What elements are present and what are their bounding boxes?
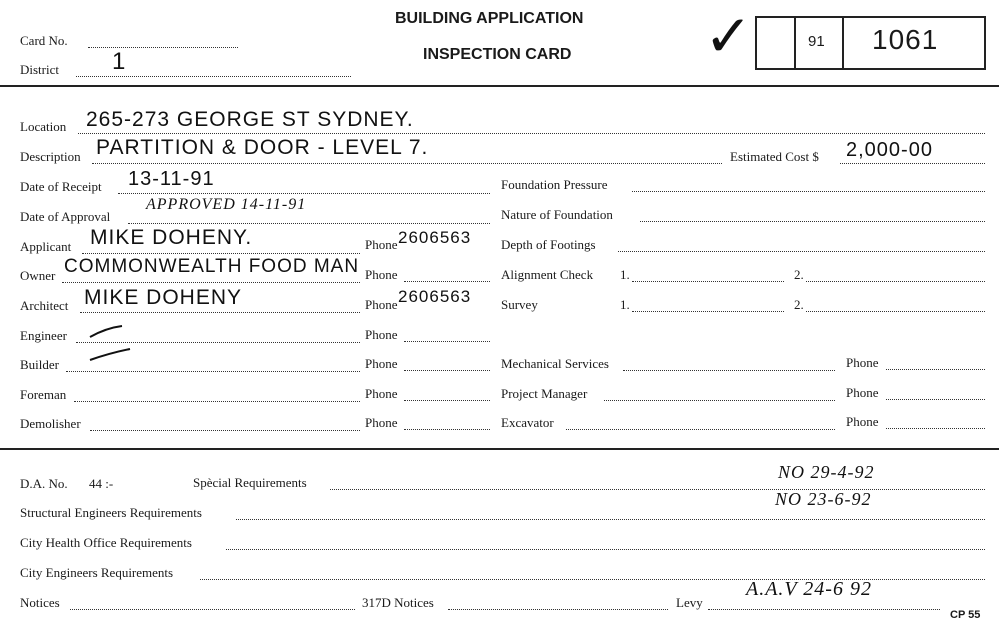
foreman-phone-line (404, 400, 490, 401)
survey-item1-line (632, 311, 784, 312)
estimated-cost-value: 2,000-00 (846, 139, 933, 161)
box-prefix: 91 (808, 33, 825, 50)
owner-phone-label: Phone (365, 267, 398, 282)
description-line (92, 163, 722, 164)
da-no-label: D.A. No. (20, 476, 68, 491)
structural-label: Structural Engineers Requirements (20, 505, 202, 520)
card-number-box (755, 16, 986, 70)
location-label: Location (20, 119, 67, 134)
special-requirements-line (330, 489, 985, 490)
foreman-line (74, 401, 360, 402)
alignment-item2-label: 2. (794, 267, 804, 282)
project-manager-phone-label: Phone (846, 385, 879, 400)
builder-phone-label: Phone (365, 356, 398, 371)
applicant-phone-label: Phone (365, 237, 398, 252)
architect-value: MIKE DOHENY (84, 286, 243, 309)
applicant-phone-value: 2606563 (398, 228, 472, 247)
details-rule (0, 448, 999, 450)
depth-footings-line (618, 251, 985, 252)
card-no-line (88, 47, 238, 48)
demolisher-phone-line (404, 429, 490, 430)
city-health-line (226, 549, 985, 550)
project-manager-label: Project Manager (501, 386, 588, 401)
builder-line (66, 371, 360, 372)
builder-label: Builder (20, 357, 59, 372)
mechanical-line (623, 370, 835, 371)
survey-item2-label: 2. (794, 297, 804, 312)
nature-foundation-label: Nature of Foundation (501, 207, 613, 222)
structural-line (236, 519, 985, 520)
alignment-item2-line (806, 281, 985, 282)
foundation-pressure-line (632, 191, 985, 192)
applicant-label: Applicant (20, 239, 72, 254)
survey-item2-line (806, 311, 985, 312)
owner-line (62, 282, 360, 283)
engineer-phone-label: Phone (365, 327, 398, 342)
district-value: 1 (112, 48, 127, 75)
engineer-label: Engineer (20, 328, 67, 343)
depth-footings-label: Depth of Footings (501, 237, 596, 252)
date-receipt-line (118, 193, 490, 194)
levy-value: A.A.V 24-6 92 (746, 578, 872, 600)
levy-label: Levy (676, 595, 703, 610)
header-rule (0, 85, 999, 87)
title-line1: BUILDING APPLICATION (395, 10, 584, 27)
city-engineers-label: City Engineers Requirements (20, 565, 174, 580)
card-no-label: Card No. (20, 33, 68, 48)
owner-phone-line (404, 281, 490, 282)
survey-label: Survey (501, 297, 538, 312)
mechanical-label: Mechanical Services (501, 356, 609, 371)
estimated-cost-line (840, 163, 985, 164)
estimated-cost-label: Estimated Cost $ (730, 149, 819, 164)
alignment-check-label: Alignment Check (501, 267, 594, 282)
alignment-item1-label: 1. (620, 267, 630, 282)
architect-phone-label: Phone (365, 297, 398, 312)
owner-value: COMMONWEALTH FOOD MAN (64, 256, 360, 277)
district-line (76, 76, 351, 77)
check-mark-icon: ✓ (704, 4, 754, 69)
box-divider-1 (794, 18, 796, 68)
date-approval-label: Date of Approval (20, 209, 111, 224)
317d-notices-line (448, 609, 668, 610)
excavator-phone-label: Phone (846, 414, 879, 429)
foreman-phone-label: Phone (365, 386, 398, 401)
demolisher-phone-label: Phone (365, 415, 398, 430)
foreman-label: Foreman (20, 387, 67, 402)
architect-line (80, 312, 360, 313)
demolisher-line (90, 430, 360, 431)
alignment-item1-line (632, 281, 784, 282)
form-code: CP 55 (950, 609, 981, 621)
special-requirements-label: Spècial Requirements (193, 475, 307, 490)
engineer-phone-line (404, 341, 490, 342)
special-requirements-value: NO 29-4-92 (778, 462, 875, 482)
317d-notices-label: 317D Notices (362, 595, 434, 610)
district-label: District (20, 62, 59, 77)
survey-item1-label: 1. (620, 297, 630, 312)
date-approval-line (128, 223, 490, 224)
levy-line (708, 609, 940, 610)
box-number: 1061 (872, 24, 939, 55)
notices-line (70, 609, 355, 610)
excavator-line (566, 429, 835, 430)
city-health-label: City Health Office Requirements (20, 535, 192, 550)
mechanical-phone-label: Phone (846, 355, 879, 370)
engineer-line (76, 342, 360, 343)
architect-phone-value: 2606563 (398, 287, 472, 306)
box-divider-2 (842, 18, 844, 68)
structural-value: NO 23-6-92 (775, 489, 872, 509)
owner-label: Owner (20, 268, 56, 283)
date-receipt-value: 13-11-91 (128, 168, 215, 190)
da-no-value: 44 :- (89, 476, 114, 491)
excavator-label: Excavator (501, 415, 554, 430)
description-value: PARTITION & DOOR - LEVEL 7. (96, 136, 429, 159)
location-value: 265-273 GEORGE ST SYDNEY. (86, 108, 414, 131)
notices-label: Notices (20, 595, 60, 610)
project-manager-line (604, 400, 835, 401)
applicant-line (82, 253, 360, 254)
demolisher-label: Demolisher (20, 416, 81, 431)
builder-dash-mark (88, 347, 132, 363)
mechanical-phone-line (886, 369, 985, 370)
applicant-value: MIKE DOHENY. (90, 226, 253, 249)
date-receipt-label: Date of Receipt (20, 179, 102, 194)
builder-phone-line (404, 370, 490, 371)
project-manager-phone-line (886, 399, 985, 400)
location-line (78, 133, 985, 134)
title-line2: INSPECTION CARD (423, 46, 572, 63)
nature-foundation-line (640, 221, 985, 222)
architect-label: Architect (20, 298, 69, 313)
engineer-dash-mark (88, 324, 124, 340)
date-approval-value: APPROVED 14-11-91 (146, 196, 307, 213)
excavator-phone-line (886, 428, 985, 429)
foundation-pressure-label: Foundation Pressure (501, 177, 608, 192)
description-label: Description (20, 149, 81, 164)
